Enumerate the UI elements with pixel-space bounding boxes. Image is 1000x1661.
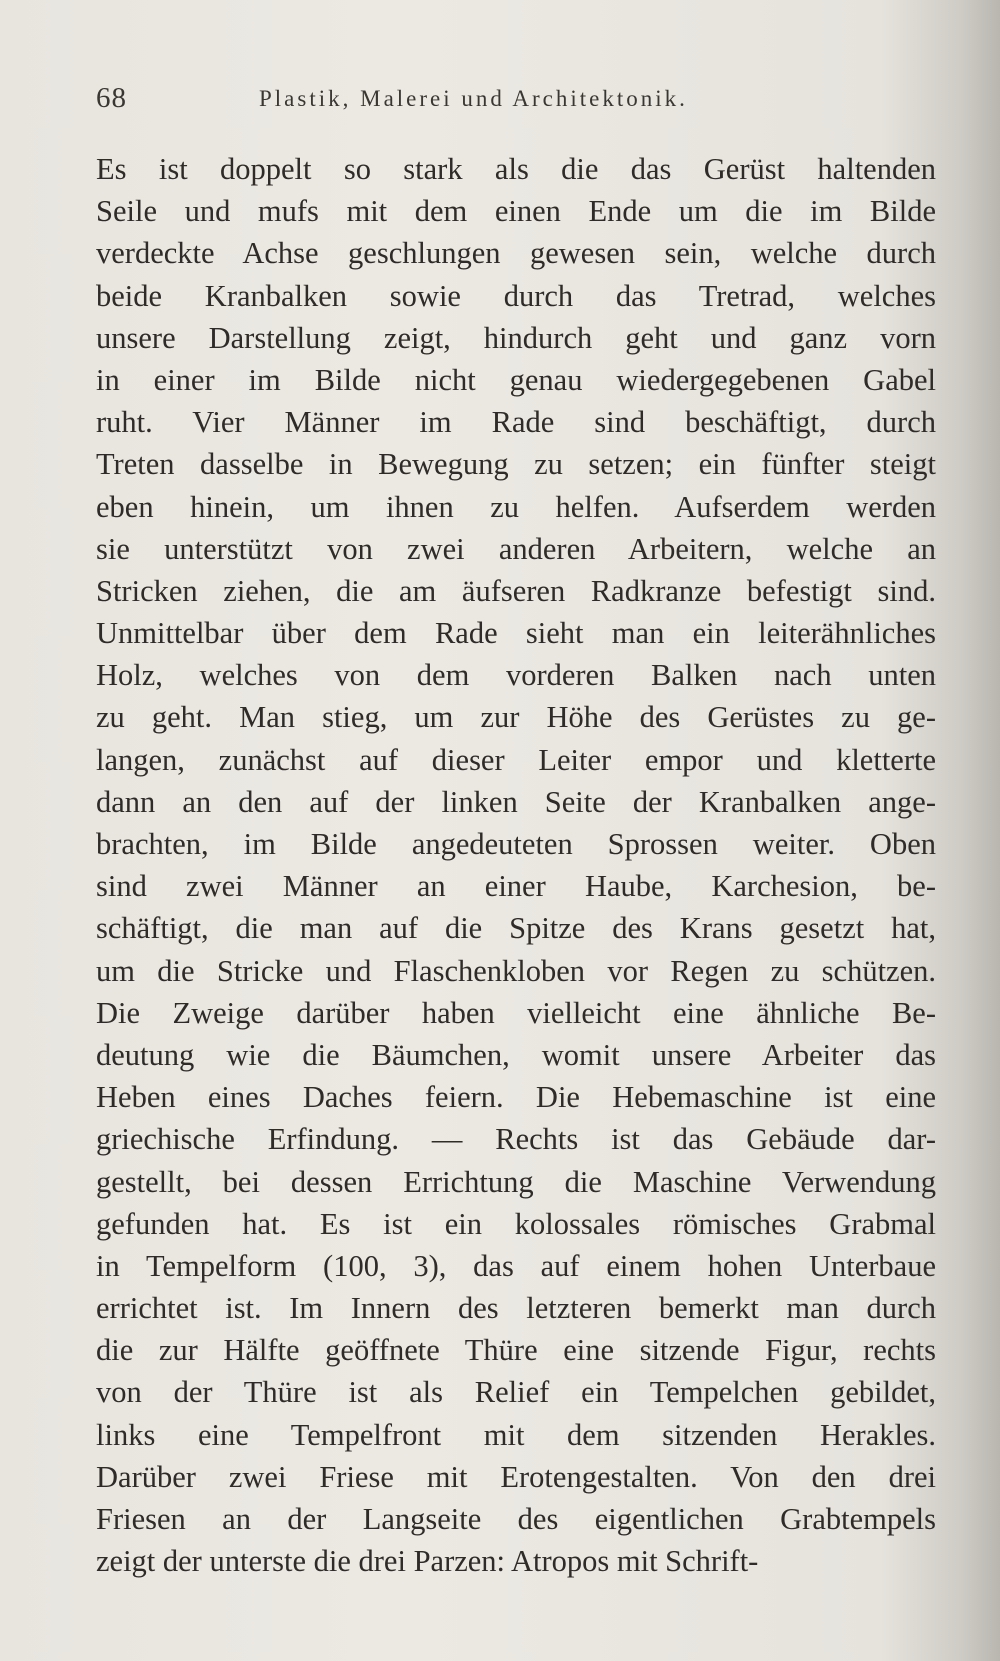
text-line: sind zwei Männer an einer Haube, Karchesion, be- bbox=[96, 869, 936, 904]
text-line: gefunden hat. Es ist ein kolossales römisches Grabmal bbox=[96, 1206, 936, 1241]
text-line: um die Stricke und Flaschenkloben vor Regen zu schützen. bbox=[96, 953, 936, 988]
text-line: deutung wie die Bäumchen, womit unsere Arbeiter das bbox=[96, 1037, 936, 1072]
page-number: 68 bbox=[96, 82, 127, 114]
text-line: links eine Tempelfront mit dem sitzenden Herakles. bbox=[96, 1417, 936, 1452]
text-line: sie unterstützt von zwei anderen Arbeitern, welche an bbox=[96, 531, 936, 566]
text-line: gestellt, bei dessen Errichtung die Maschine Verwendung bbox=[96, 1164, 936, 1199]
text-line: beide Kranbalken sowie durch das Tretrad, welches bbox=[96, 278, 936, 313]
body-text bbox=[96, 148, 936, 1582]
text-line: griechische Erfindung. — Rechts ist das Gebäude dar- bbox=[96, 1122, 936, 1157]
text-line: Seile und mufs mit dem einen Ende um die im Bilde bbox=[96, 194, 936, 229]
text-line: Die Zweige darüber haben vielleicht eine ähnliche Be- bbox=[96, 995, 936, 1030]
text-line: in einer im Bilde nicht genau wiedergegebenen Gabel bbox=[96, 362, 936, 397]
text-line: zu geht. Man stieg, um zur Höhe des Gerüstes zu ge- bbox=[96, 700, 936, 735]
text-line: von der Thüre ist als Relief ein Tempelchen gebildet, bbox=[96, 1375, 936, 1410]
text-line: Stricken ziehen, die am äufseren Radkranze befestigt sind. bbox=[96, 573, 936, 608]
text-line: Darüber zwei Friese mit Erotengestalten. Von den drei bbox=[96, 1459, 936, 1494]
text-line: eben hinein, um ihnen zu helfen. Aufserdem werden bbox=[96, 489, 936, 524]
text-line: Holz, welches von dem vorderen Balken nach unten bbox=[96, 658, 936, 693]
text-line: Heben eines Daches feiern. Die Hebemaschine ist eine bbox=[96, 1080, 936, 1115]
text-line: ruht. Vier Männer im Rade sind beschäftigt, durch bbox=[96, 405, 936, 440]
text-line: brachten, im Bilde angedeuteten Sprossen weiter. Oben bbox=[96, 827, 936, 861]
text-line: errichtet ist. Im Innern des letzteren bemerkt man durch bbox=[96, 1291, 936, 1326]
text-line: Friesen an der Langseite des eigentlichen Grabtempels bbox=[96, 1502, 936, 1536]
running-title: Plastik, Malerei und Architektonik. bbox=[259, 86, 688, 111]
text-line: unsere Darstellung zeigt, hindurch geht und ganz vorn bbox=[96, 320, 936, 355]
text-line: verdeckte Achse geschlungen gewesen sein, welche durch bbox=[96, 236, 936, 271]
text-line: die zur Hälfte geöffnete Thüre eine sitzende Figur, rechts bbox=[96, 1333, 936, 1368]
text-line: langen, zunächst auf dieser Leiter empor und kletterte bbox=[96, 742, 936, 777]
text-line: Es ist doppelt so stark als die das Gerüst haltenden bbox=[96, 152, 936, 186]
text-line: Unmittelbar über dem Rade sieht man ein leiterähnliches bbox=[96, 616, 936, 651]
text-line: schäftigt, die man auf die Spitze des Krans gesetzt hat, bbox=[96, 911, 936, 946]
text-line: Treten dasselbe in Bewegung zu setzen; ein fünfter steigt bbox=[96, 447, 936, 482]
text-line: zeigt der unterste die drei Parzen: Atropos mit Schrift- bbox=[96, 1544, 759, 1579]
text-line: dann an den auf der linken Seite der Kranbalken ange- bbox=[96, 784, 936, 819]
text-line: in Tempelform (100, 3), das auf einem hohen Unterbaue bbox=[96, 1248, 936, 1283]
page-header bbox=[96, 82, 936, 122]
